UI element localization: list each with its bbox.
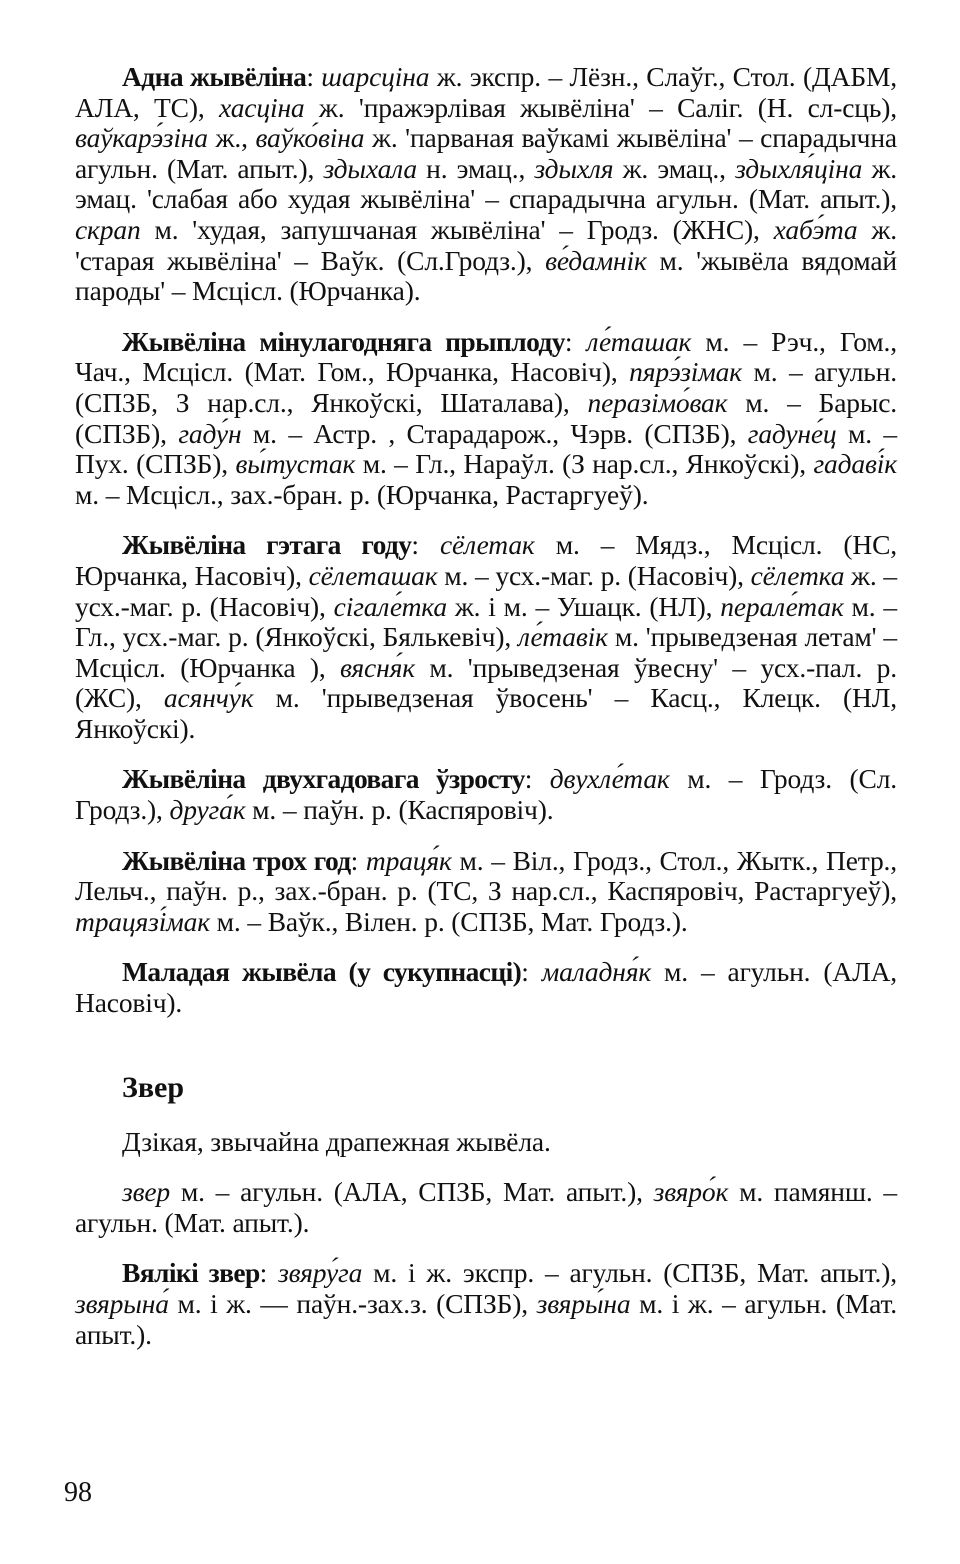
entry-text: м. – усх.-маг. р. (Насовіч),	[437, 559, 751, 591]
entry-text: м. – Рэч., Гом., Чач., Мсцісл. (Мат. Гом., Юрчанка, Насовіч),	[75, 325, 897, 388]
dialect-word: скрап	[75, 213, 141, 245]
entry-text: :	[259, 1257, 279, 1289]
dialect-word: гадуне́ц	[747, 417, 837, 449]
dialect-word: ле́ташак	[586, 325, 692, 357]
entry-headword: Жывёліна мінулагодняга прыплоду	[122, 325, 565, 357]
entry-text: м. – Мядз., Мсцісл. (НС, Юрчанка, Насовіч),	[75, 529, 898, 591]
entry-headword: Жывёліна трох год	[122, 844, 351, 876]
entry-text: м. – Віл., Гродз., Стол., Жытк., Петр., Лельч., паўн. р., зах.-бран. р. (ТС, З нар.сл., Каспяровіч, Растаргуеў),	[75, 844, 898, 907]
section-entries-list	[75, 1177, 897, 1350]
entries-list	[75, 62, 897, 1019]
dialect-word: звярына́	[75, 1288, 169, 1319]
dialect-word: сёлетак	[439, 529, 535, 561]
dialect-word: хасціна	[219, 91, 305, 123]
dictionary-entry	[75, 846, 897, 938]
dialect-word: маладня́к	[541, 956, 652, 988]
dialect-word: сёлетка	[750, 559, 845, 591]
document-page	[75, 62, 897, 1370]
entry-headword: Адна жывёліна	[122, 61, 307, 92]
entry-text: ж. і м. – Ушацк. (НЛ),	[446, 590, 721, 622]
dialect-word: сігале́тка	[333, 590, 447, 622]
dictionary-entry	[75, 327, 897, 511]
entry-text: м. – Ваўк., Вілен. р. (СПЗБ, Мат. Гродз.).	[209, 905, 688, 937]
entry-text: ж.,	[207, 122, 256, 154]
dialect-word: шарсціна	[321, 61, 430, 92]
entry-text: м. – Гл., усх.-маг. р. (Янкоўскі, Бялькевіч),	[75, 590, 898, 653]
dialect-word: двухле́так	[549, 763, 670, 795]
dialect-word: трацязі́мак	[75, 905, 210, 937]
entry-text: ж. 'старая жывёліна' – Ваўк. (Сл.Гродз.),	[75, 213, 897, 276]
entry-text: м. – агульн. (СПЗБ, З нар.сл., Янкоўскі, Шаталава),	[75, 356, 897, 418]
dialect-word: ве́дамнік	[545, 244, 647, 276]
entry-text: м. памянш. – агульн. (Мат. апыт.).	[75, 1176, 897, 1238]
dialect-word: гаду́н	[178, 417, 242, 449]
entry-headword: Жывёліна гэтага году	[122, 529, 412, 561]
dialect-word: здыхля	[534, 152, 614, 184]
entry-text: м. і ж. — паўн.-зах.з. (СПЗБ),	[168, 1288, 537, 1319]
entry-text: ж. экспр. – Лёзн., Слаўг., Стол. (ДАБМ, АЛА, ТС),	[75, 61, 897, 123]
entry-text: м. – Мсцісл., зах.-бран. р. (Юрчанка, Растаргуеў).	[75, 478, 649, 510]
dictionary-entry	[75, 62, 897, 307]
entry-text: ж. 'парваная ваўкамі жывёліна' – спарадычна агульн. (Мат. апыт.),	[75, 122, 897, 184]
dialect-word: хабэ́та	[773, 213, 858, 245]
dialect-word: гадаві́к	[813, 448, 897, 480]
entry-text: :	[521, 956, 542, 988]
dialect-word: асянчу́к	[163, 682, 254, 714]
entry-text: :	[411, 529, 440, 561]
entry-text: м. 'прыведзеная ўвесну' – усх.-пал. р. (ЖС),	[75, 651, 897, 714]
entry-text: н. эмац.,	[416, 152, 535, 184]
dialect-word: вясня́к	[339, 651, 415, 683]
entry-text: ж. – усх.-маг. р. (Насовіч),	[75, 559, 897, 622]
dialect-word: перале́так	[720, 590, 844, 622]
entry-headword: Жывёліна двухгадовага ўзросту	[122, 763, 525, 795]
section-title: Звер	[122, 1070, 185, 1104]
entry-text: м. – Барыс. (СПЗБ),	[75, 386, 897, 449]
dialect-word: перазімо́вак	[587, 386, 728, 418]
dialect-word: звяру́га	[278, 1257, 363, 1289]
dialect-word: ле́тавік	[518, 621, 608, 653]
section-definition: Дзікая, звычайна драпежная жывёла.	[122, 1125, 551, 1157]
entry-text: ж. эмац.,	[613, 152, 736, 184]
dialect-word: здыхля́ціна	[735, 152, 863, 184]
entry-text: м. – Астр. , Старадарож., Чэрв. (СПЗБ),	[241, 417, 748, 449]
dialect-word: сёлеташак	[308, 559, 438, 591]
dialect-word: траця́к	[365, 844, 452, 876]
entry-text: м. і ж. – агульн. (Мат. апыт.).	[75, 1288, 897, 1350]
dialect-word: звер	[122, 1176, 171, 1208]
entry-text: м. 'жывёла вядомай пароды' – Мсцісл. (Юрчанка).	[75, 244, 897, 307]
dialect-word: вы́тустак	[235, 448, 356, 480]
dialect-word: ваўко́віна	[255, 122, 365, 154]
dictionary-entry	[75, 1177, 897, 1238]
dictionary-entry	[75, 1258, 897, 1350]
entry-text: :	[564, 325, 587, 357]
entry-text: м. і ж. экспр. – агульн. (СПЗБ, Мат. апыт.),	[362, 1257, 898, 1289]
entry-headword: Вялікі звер	[122, 1257, 260, 1289]
dialect-word: пярэ́зімак	[629, 356, 742, 388]
dialect-word: звяры́на	[536, 1288, 631, 1319]
entry-text: м. 'худая, запушчаная жывёліна' – Гродз. (ЖНС),	[140, 213, 774, 245]
dialect-word: здыхала	[323, 152, 417, 184]
dictionary-entry	[75, 764, 897, 825]
entry-text: м. – паўн. р. (Каспяровіч).	[245, 794, 554, 826]
entry-text: м. – агульн. (АЛА, СПЗБ, Мат. апыт.),	[170, 1176, 654, 1208]
dictionary-entry	[75, 530, 897, 744]
dictionary-entry	[75, 957, 897, 1018]
entry-text: :	[350, 844, 366, 876]
entry-text: ж. эмац. 'слабая або худая жывёліна' – спарадычна агульн. (Мат. апыт.),	[75, 152, 898, 215]
entry-text: м. 'прыведзеная ўвосень' – Касц., Клецк. (НЛ, Янкоўскі).	[75, 682, 897, 744]
entry-text: :	[306, 61, 322, 92]
entry-text: м. 'прыведзеная летам' – Мсцісл. (Юрчанка ),	[75, 621, 897, 683]
page-number: 98	[64, 1477, 92, 1508]
dialect-word: звяро́к	[653, 1176, 729, 1208]
entry-text: :	[524, 763, 550, 795]
entry-text: м. – Пух. (СПЗБ),	[75, 417, 897, 480]
dialect-word: ваўкарэ́зіна	[75, 122, 208, 154]
entry-headword: Маладая жывёла (у сукупнасці)	[122, 956, 522, 988]
entry-text: ж. 'пражэрлівая жывёліна' – Саліг. (Н. сл-сць),	[304, 91, 897, 123]
dialect-word: друга́к	[169, 794, 246, 826]
entry-text: м. – Гродз. (Сл. Гродз.),	[75, 763, 897, 826]
entry-text: м. – Гл., Нараўл. (З нар.сл., Янкоўскі),	[355, 448, 814, 480]
entry-text: м. – агульн. (АЛА, Насовіч).	[75, 956, 898, 1019]
